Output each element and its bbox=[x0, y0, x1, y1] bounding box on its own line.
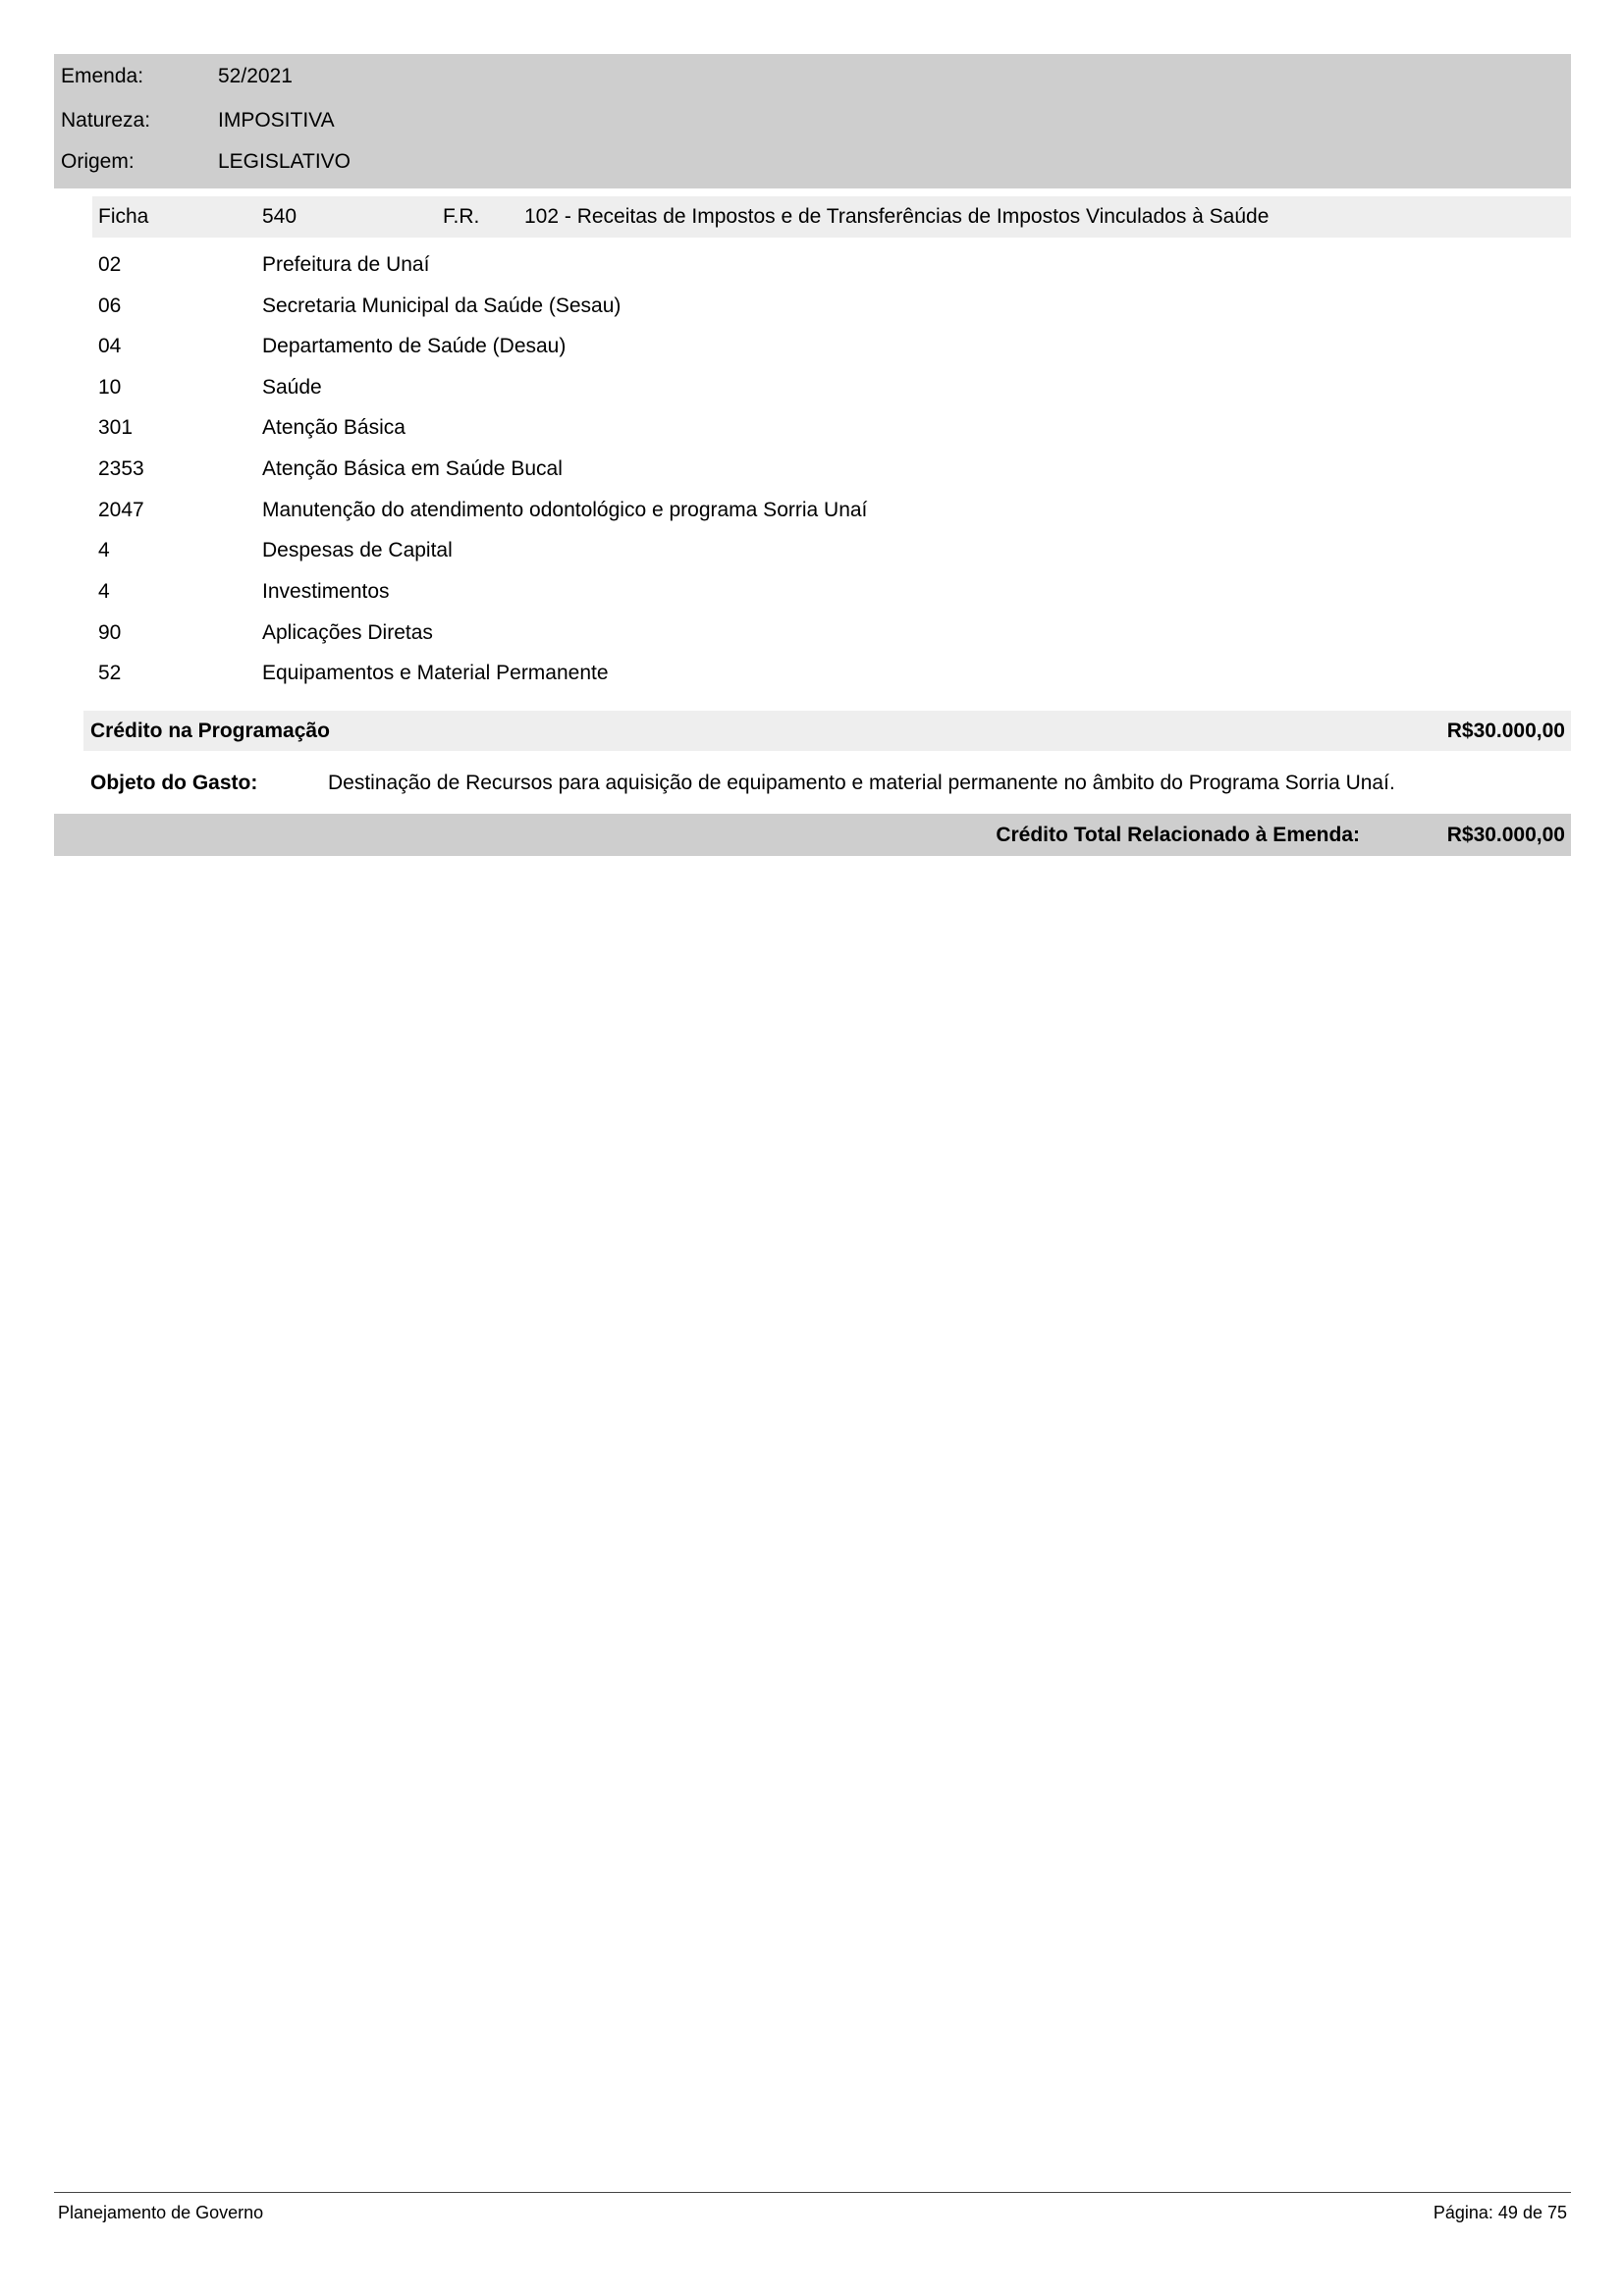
natureza-label: Natureza: bbox=[61, 109, 151, 132]
emenda-header bbox=[54, 54, 1571, 188]
objeto-gasto-row bbox=[90, 767, 1571, 800]
item-code: 4 bbox=[98, 580, 110, 603]
list-item bbox=[98, 332, 1551, 361]
page-number: Página: 49 de 75 bbox=[1433, 2203, 1567, 2222]
item-code: 301 bbox=[98, 416, 134, 439]
footer-department: Planejamento de Governo bbox=[58, 2203, 264, 2222]
objeto-gasto-value: Destinação de Recursos para aquisição de equipamento e material permanente no âmbito do Programa Sorria Unaí. bbox=[328, 772, 1395, 794]
item-code: 4 bbox=[98, 539, 110, 561]
list-item bbox=[98, 496, 1551, 525]
credito-programacao-row bbox=[83, 711, 1571, 751]
objeto-gasto-label: Objeto do Gasto: bbox=[90, 772, 258, 794]
credito-total-row bbox=[54, 814, 1571, 856]
emenda-row bbox=[61, 62, 650, 91]
origem-label: Origem: bbox=[61, 150, 135, 173]
credito-programacao-value: R$30.000,00 bbox=[1446, 720, 1565, 742]
natureza-value: IMPOSITIVA bbox=[218, 109, 335, 132]
item-code: 06 bbox=[98, 294, 122, 317]
list-item bbox=[98, 373, 1551, 402]
item-description: Secretaria Municipal da Saúde (Sesau) bbox=[262, 294, 622, 317]
item-code: 2047 bbox=[98, 499, 144, 521]
emenda-value: 52/2021 bbox=[218, 65, 293, 87]
ficha-label: Ficha bbox=[98, 205, 149, 228]
item-description: Despesas de Capital bbox=[262, 539, 453, 561]
list-item bbox=[98, 618, 1551, 648]
item-description: Departamento de Saúde (Desau) bbox=[262, 335, 567, 357]
item-description: Investimentos bbox=[262, 580, 390, 603]
list-item bbox=[98, 250, 1551, 280]
item-description: Atenção Básica bbox=[262, 416, 406, 439]
origem-value: LEGISLATIVO bbox=[218, 150, 351, 173]
list-item bbox=[98, 536, 1551, 565]
fonte-recurso-value: 102 - Receitas de Impostos e de Transferências de Impostos Vinculados à Saúde bbox=[524, 205, 1270, 228]
footer-divider bbox=[54, 2192, 1571, 2193]
item-code: 10 bbox=[98, 376, 122, 399]
ficha-number: 540 bbox=[262, 205, 298, 228]
credito-total-label: Crédito Total Relacionado à Emenda: bbox=[996, 824, 1360, 846]
list-item bbox=[98, 659, 1551, 688]
list-item bbox=[98, 292, 1551, 321]
ficha-row bbox=[92, 196, 1571, 238]
list-item bbox=[98, 577, 1551, 607]
credito-total-value: R$30.000,00 bbox=[1446, 824, 1565, 846]
natureza-row bbox=[61, 106, 650, 135]
item-code: 2353 bbox=[98, 457, 144, 480]
fonte-recurso-label: F.R. bbox=[443, 205, 480, 228]
list-item bbox=[98, 413, 1551, 443]
item-description: Manutenção do atendimento odontológico e programa Sorria Unaí bbox=[262, 499, 868, 521]
item-description: Atenção Básica em Saúde Bucal bbox=[262, 457, 563, 480]
credito-programacao-label: Crédito na Programação bbox=[90, 720, 330, 742]
origem-row bbox=[61, 147, 650, 177]
item-description: Aplicações Diretas bbox=[262, 621, 433, 644]
item-code: 04 bbox=[98, 335, 122, 357]
emenda-label: Emenda: bbox=[61, 65, 144, 87]
item-code: 52 bbox=[98, 662, 122, 684]
item-code: 90 bbox=[98, 621, 122, 644]
item-description: Saúde bbox=[262, 376, 322, 399]
item-description: Prefeitura de Unaí bbox=[262, 253, 430, 276]
item-code: 02 bbox=[98, 253, 122, 276]
list-item bbox=[98, 454, 1551, 484]
item-description: Equipamentos e Material Permanente bbox=[262, 662, 609, 684]
